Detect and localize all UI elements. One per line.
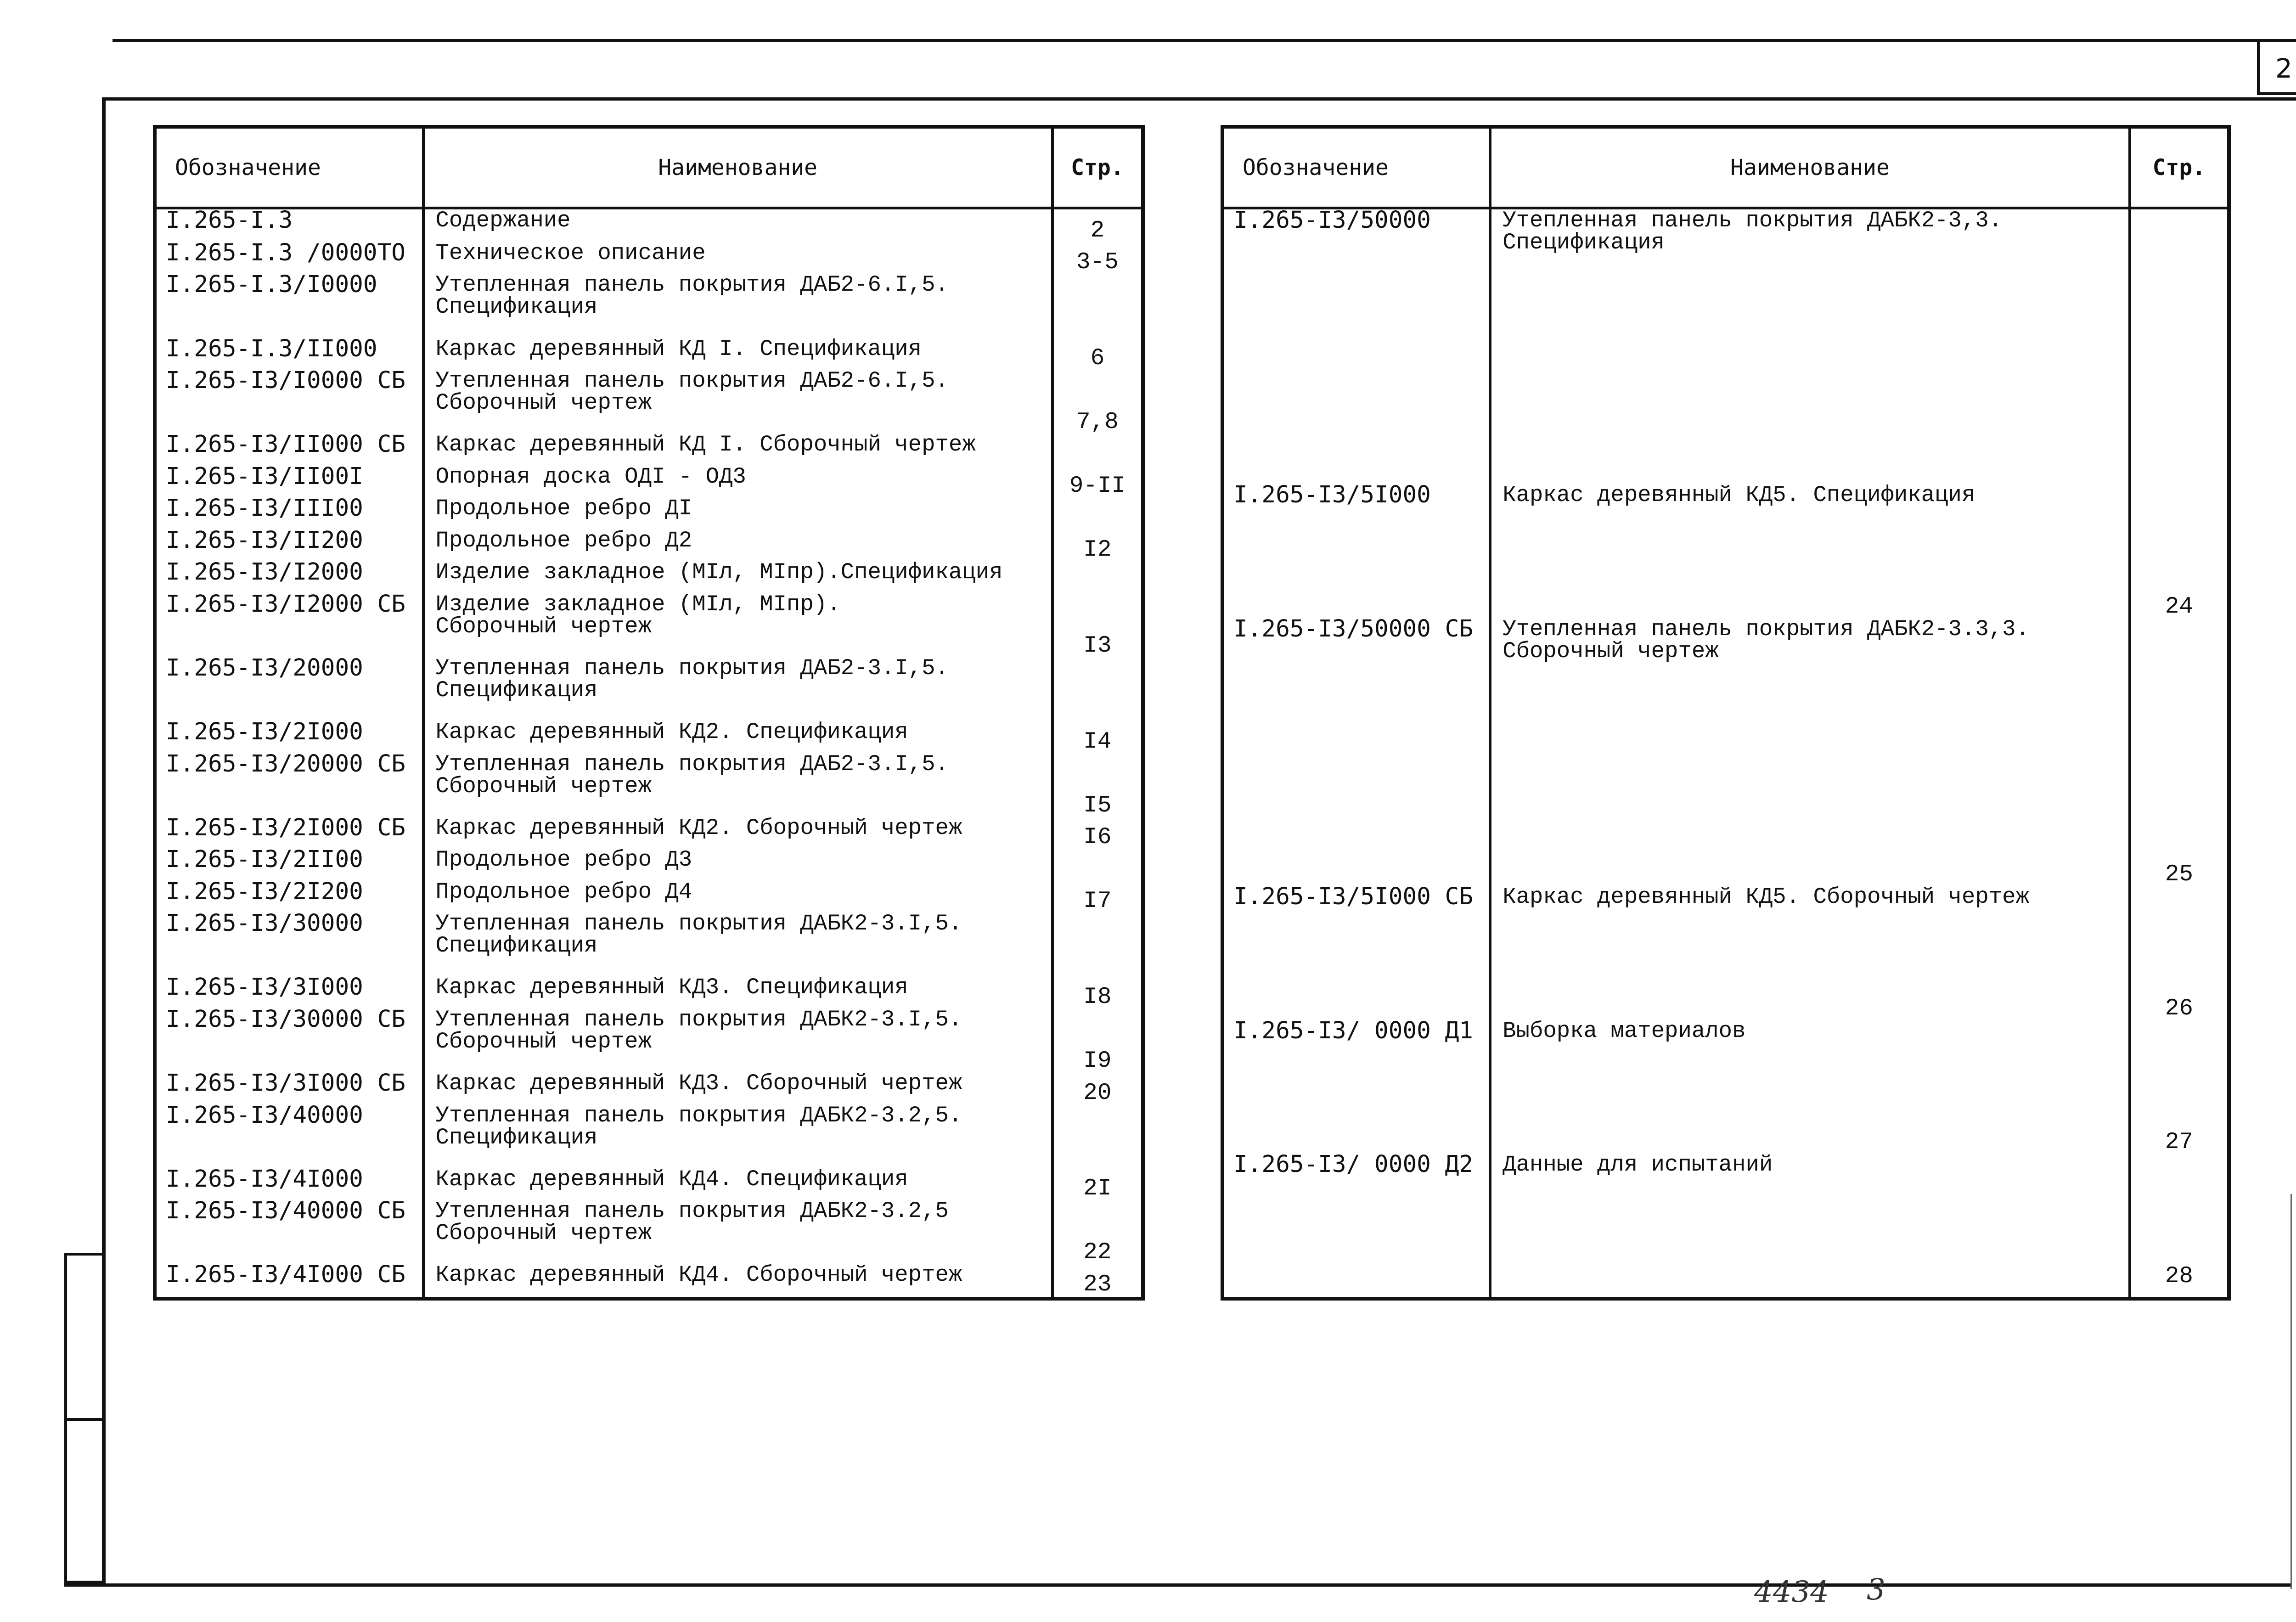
row-name: [423, 1104, 1052, 1168]
contents-table-left-body: [155, 208, 1143, 1299]
row-name-line: Данные для испытаний: [1503, 1154, 1773, 1178]
row-designation: I.265-I.3/II000: [155, 338, 423, 370]
row-page: 3-5: [1052, 242, 1143, 274]
table-row: [155, 338, 1143, 370]
row-designation: I.265-I.3: [155, 208, 423, 242]
table-row: [155, 561, 1143, 593]
table-row: [155, 529, 1143, 562]
row-designation: I.265-I.3/I0000: [155, 274, 423, 338]
row-name: [423, 466, 1052, 498]
row-designation: I.265-I3/30000: [155, 912, 423, 976]
row-name: [423, 274, 1052, 338]
row-designation: I.265-I3/40000 СБ: [155, 1200, 423, 1264]
header-page: Стр.: [2130, 127, 2229, 208]
table-row: [155, 1200, 1143, 1264]
row-designation: I.265-I3/50000 СБ: [1222, 618, 1490, 886]
row-name-line: Продольное ребро Д4: [435, 880, 692, 905]
row-name-line: Выборка материалов: [1503, 1019, 1746, 1044]
row-name: [1490, 618, 2130, 886]
table-row: [155, 1168, 1143, 1200]
row-name: [423, 1168, 1052, 1200]
row-name: [423, 976, 1052, 1008]
row-name-line: Изделие закладное (МIл, МIпр).: [435, 593, 841, 617]
row-name: [423, 593, 1052, 657]
filler-cell: [1222, 1288, 1490, 1299]
row-designation: I.265-I3/II200: [155, 529, 423, 562]
row-page: 2I: [1052, 1168, 1143, 1200]
row-designation: I.265-I3/2I200: [155, 881, 423, 913]
table-row: [155, 242, 1143, 274]
row-name-line: Спецификация: [435, 933, 598, 959]
row-name: [1490, 1020, 2130, 1154]
row-page: I5: [1052, 753, 1143, 817]
row-name-line: Изделие закладное (МIл, МIпр).Спецификация: [435, 561, 1003, 586]
row-designation: I.265-I3/5I000: [1222, 484, 1490, 618]
bottom-border-line: [64, 1583, 2291, 1587]
table-row: [155, 1008, 1143, 1072]
row-page: 20: [1052, 1072, 1143, 1104]
row-name: [423, 561, 1052, 593]
filler-row: [155, 1296, 1143, 1299]
header-designation: Обозначение: [1222, 127, 1490, 208]
row-name-line: Каркас деревянный КД I. Сборочный чертеж: [435, 434, 976, 458]
row-name: [423, 753, 1052, 817]
row-name-line: Каркас деревянный КД3. Сборочный чертеж: [435, 1072, 962, 1097]
row-page: [1052, 434, 1143, 466]
row-designation: I.265-I3/50000: [1222, 208, 1490, 484]
row-name-line: Продольное ребро Д2: [435, 529, 692, 553]
filler-row: [1222, 1288, 2229, 1299]
row-name: [423, 1072, 1052, 1104]
row-name-line: Сборочный чертеж: [435, 390, 652, 416]
row-page: I7: [1052, 881, 1143, 913]
header-designation: Обозначение: [155, 127, 423, 208]
row-name: [423, 817, 1052, 849]
row-page: 26: [2130, 886, 2229, 1020]
row-page: I3: [1052, 593, 1143, 657]
row-name: [1490, 886, 2130, 1020]
row-name: [423, 849, 1052, 881]
row-name-line: Каркас деревянный КД2. Сборочный чертеж: [435, 817, 962, 841]
table-row: [155, 1264, 1143, 1296]
row-name-line: Сборочный чертеж: [435, 1220, 652, 1246]
row-designation: I.265-I3/III00: [155, 497, 423, 529]
row-designation: I.265-I3/ 0000 Д2: [1222, 1154, 1490, 1288]
row-designation: I.265-I3/20000: [155, 657, 423, 721]
row-designation: I.265-I3/2II00: [155, 849, 423, 881]
table-row: [155, 657, 1143, 721]
filler-cell: [423, 1296, 1052, 1299]
row-name-line: Опорная доска ОДI - ОД3: [435, 465, 746, 490]
row-name: [423, 497, 1052, 529]
table-row: [1222, 208, 2229, 484]
row-designation: I.265-I3/2I000 СБ: [155, 817, 423, 849]
table-row: [155, 497, 1143, 529]
row-name-line: Содержание: [435, 208, 571, 233]
contents-table-left: [153, 125, 1145, 1301]
row-designation: I.265-I3/ 0000 Д1: [1222, 1020, 1490, 1154]
row-page: I4: [1052, 721, 1143, 753]
row-name: [423, 721, 1052, 753]
row-name-line: Каркас деревянный КД I. Спецификация: [435, 338, 922, 362]
row-page: [1052, 561, 1143, 593]
row-designation: I.265-I3/20000 СБ: [155, 753, 423, 817]
row-name-line: Спецификация: [1503, 230, 1665, 255]
row-page: [2130, 208, 2229, 484]
row-name: [423, 912, 1052, 976]
row-name: [423, 338, 1052, 370]
row-name: [423, 370, 1052, 434]
row-page: I8: [1052, 976, 1143, 1008]
row-name-line: Утепленная панель покрытия ДАБ2-6.I,5.: [435, 274, 949, 298]
row-name-line: Техническое описание: [435, 242, 706, 266]
row-page: 22: [1052, 1200, 1143, 1264]
row-designation: I.265-I3/5I000 СБ: [1222, 886, 1490, 1020]
row-page: 6: [1052, 338, 1143, 370]
table-row: [1222, 1154, 2229, 1288]
table-row: [155, 466, 1143, 498]
row-name-line: Каркас деревянный КД5. Спецификация: [1503, 484, 1975, 508]
handwritten-note: 4434: [1754, 1575, 1829, 1609]
table-row: [155, 434, 1143, 466]
row-page: 2: [1052, 208, 1143, 242]
row-designation: I.265-I3/2I000: [155, 721, 423, 753]
row-name-line: Спецификация: [435, 1124, 598, 1150]
row-designation: I.265-I3/3I000 СБ: [155, 1072, 423, 1104]
contents-table-right: [1221, 125, 2231, 1301]
row-name-line: Продольное ребро Д3: [435, 849, 692, 873]
row-name-line: Утепленная панель покрытия ДАБК2-3.I,5.: [435, 912, 962, 937]
filler-cell: [155, 1296, 423, 1299]
table-header-row: [155, 127, 1143, 208]
table-row: [155, 881, 1143, 913]
table-row: [155, 593, 1143, 657]
row-name: [423, 242, 1052, 274]
table-row: [1222, 1020, 2229, 1154]
row-page: I6: [1052, 817, 1143, 849]
sheet-number: 2: [2275, 53, 2292, 84]
row-page: [1052, 912, 1143, 976]
row-name-line: Каркас деревянный КД4. Сборочный чертеж: [435, 1264, 962, 1288]
row-name-line: Утепленная панель покрытия ДАБК2-3,3.: [1503, 208, 2003, 233]
table-row: [155, 976, 1143, 1008]
row-name-line: Утепленная панель покрытия ДАБК2-3.I,5.: [435, 1008, 962, 1033]
row-page: [1052, 1104, 1143, 1168]
row-name: [423, 881, 1052, 913]
row-designation: I.265-I3/I2000 СБ: [155, 593, 423, 657]
row-name: [423, 657, 1052, 721]
row-name-line: Каркас деревянный КД4. Спецификация: [435, 1168, 908, 1192]
row-name: [1490, 208, 2130, 484]
row-name-line: Каркас деревянный КД2. Спецификация: [435, 721, 908, 745]
table-row: [155, 753, 1143, 817]
row-name-line: Продольное ребро ДI: [435, 497, 692, 522]
header-name: Наименование: [1490, 127, 2130, 208]
row-name-line: Утепленная панель покрытия ДАБК2-3.2,5.: [435, 1104, 962, 1128]
table-row: [155, 817, 1143, 849]
table-row: [155, 912, 1143, 976]
table-row: [155, 274, 1143, 338]
row-designation: I.265-I3/I0000 СБ: [155, 370, 423, 434]
binding-strip-divider: [64, 1418, 102, 1421]
table-row: [1222, 886, 2229, 1020]
row-name-line: Утепленная панель покрытия ДАБ2-6.I,5.: [435, 370, 949, 394]
row-page: [1052, 274, 1143, 338]
table-row: [1222, 618, 2229, 886]
row-page: 9-II: [1052, 466, 1143, 498]
row-name: [423, 434, 1052, 466]
row-page: 27: [2130, 1020, 2229, 1154]
row-name: [423, 208, 1052, 242]
right-edge-line: [2290, 1194, 2292, 1589]
row-name: [423, 529, 1052, 562]
row-page: I2: [1052, 529, 1143, 562]
row-name-line: Сборочный чертеж: [1503, 638, 1719, 664]
row-designation: I.265-I3/40000: [155, 1104, 423, 1168]
table-row: [155, 208, 1143, 242]
row-designation: I.265-I3/II000 СБ: [155, 434, 423, 466]
table-row: [155, 370, 1143, 434]
row-name-line: Каркас деревянный КД5. Сборочный чертеж: [1503, 885, 2029, 910]
table-row: [155, 1104, 1143, 1168]
filler-cell: [1490, 1288, 2130, 1299]
row-designation: I.265-I3/30000 СБ: [155, 1008, 423, 1072]
row-name: [1490, 1154, 2130, 1288]
row-name: [423, 1264, 1052, 1296]
row-designation: I.265-I3/I2000: [155, 561, 423, 593]
row-name-line: Сборочный чертеж: [435, 613, 652, 639]
row-name-line: Спецификация: [435, 677, 598, 703]
header-name: Наименование: [423, 127, 1052, 208]
row-name: [1490, 484, 2130, 618]
row-page: 23: [1052, 1264, 1143, 1296]
row-name-line: Каркас деревянный КД3. Спецификация: [435, 976, 908, 1001]
row-name-line: Утепленная панель покрытия ДАБ2-3.I,5.: [435, 657, 949, 681]
table-row: [1222, 484, 2229, 618]
top-border-line: [113, 39, 2296, 42]
row-designation: I.265-I3/3I000: [155, 976, 423, 1008]
table-row: [155, 849, 1143, 881]
row-name-line: Утепленная панель покрытия ДАБК2-3.2,5: [435, 1200, 949, 1224]
handwritten-mark: 3: [1867, 1573, 1885, 1607]
row-page: 25: [2130, 618, 2229, 886]
row-name: [423, 1200, 1052, 1264]
row-name-line: Утепленная панель покрытия ДАБК2-3.3,3.: [1503, 618, 2029, 642]
row-designation: I.265-I.3 /0000ТО: [155, 242, 423, 274]
row-page: [1052, 497, 1143, 529]
row-page: 28: [2130, 1154, 2229, 1288]
table-header-row: [1222, 127, 2229, 208]
row-name-line: Утепленная панель покрытия ДАБ2-3.I,5.: [435, 753, 949, 777]
contents-table-right-body: [1222, 208, 2229, 1299]
row-designation: I.265-I3/II00I: [155, 466, 423, 498]
row-name-line: Сборочный чертеж: [435, 773, 652, 799]
row-page: 24: [2130, 484, 2229, 618]
row-designation: I.265-I3/4I000 СБ: [155, 1264, 423, 1296]
row-page: [1052, 657, 1143, 721]
header-page: Стр.: [1052, 127, 1143, 208]
table-row: [155, 721, 1143, 753]
row-designation: I.265-I3/4I000: [155, 1168, 423, 1200]
row-name-line: Сборочный чертеж: [435, 1029, 652, 1055]
row-page: I9: [1052, 1008, 1143, 1072]
row-page: [1052, 849, 1143, 881]
row-name: [423, 1008, 1052, 1072]
table-row: [155, 1072, 1143, 1104]
row-name-line: Спецификация: [435, 294, 598, 320]
row-page: 7,8: [1052, 370, 1143, 434]
